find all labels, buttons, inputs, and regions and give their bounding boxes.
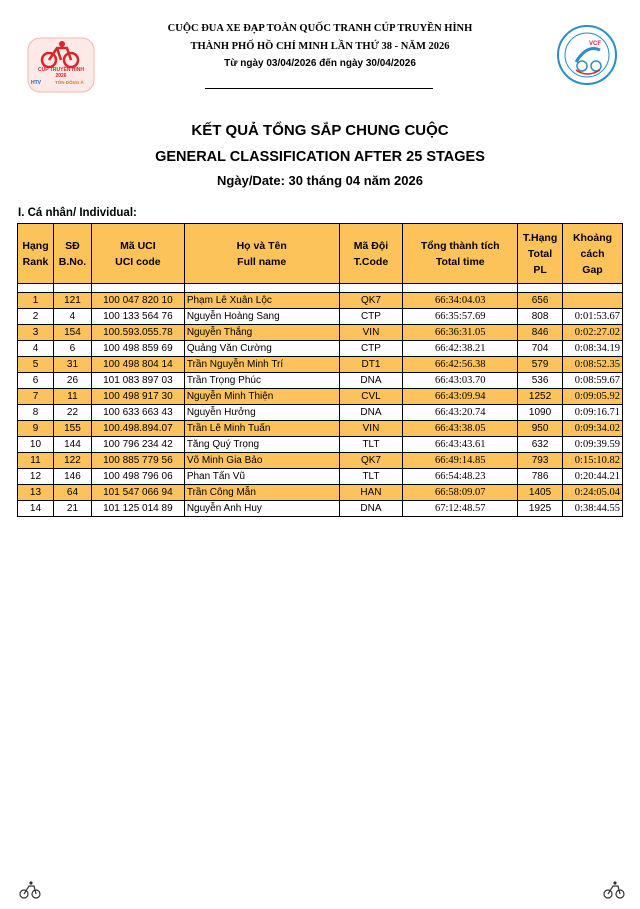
cell-pl: 786 [518,469,563,485]
cell-name: Trần Trọng Phúc [184,373,339,389]
cell-team: DNA [339,405,403,421]
cell-uci: 100 047 820 10 [91,293,184,309]
cell-gap: 0:09:34.02 [563,421,623,437]
table-row [18,485,623,501]
cell-uci: 100 133 564 76 [91,309,184,325]
cell-gap: 0:08:59.67 [563,373,623,389]
table-header-row [18,224,623,284]
cell-uci: 100 498 859 69 [91,341,184,357]
cell-pl: 950 [518,421,563,437]
cell-rank: 12 [18,469,54,485]
cell-name: Trần Lê Minh Tuấn [184,421,339,437]
table-row [18,325,623,341]
cell-bib: 31 [53,357,91,373]
table-row [18,437,623,453]
vcf-logo [556,24,618,86]
cell-time: 66:34:04.03 [403,293,518,309]
cell-gap: 0:08:52.35 [563,357,623,373]
cell-rank: 6 [18,373,54,389]
title-vi: KẾT QUẢ TỔNG SẮP CHUNG CUỘC [191,122,449,139]
cell-bib: 26 [53,373,91,389]
table-row [18,373,623,389]
cell-rank: 14 [18,501,54,517]
table-row [18,357,623,373]
table-row [18,501,623,517]
cell-uci: 100 498 917 30 [91,389,184,405]
cell-time: 66:36:31.05 [403,325,518,341]
cell-rank: 1 [18,293,54,309]
cell-rank: 9 [18,421,54,437]
cell-uci: 100 885 779 56 [91,453,184,469]
cell-uci: 100 498 804 14 [91,357,184,373]
col-name: Họ và Tên Full name [184,224,339,284]
cell-pl: 793 [518,453,563,469]
cell-gap: 0:09:39.59 [563,437,623,453]
cell-time: 67:12:48.57 [403,501,518,517]
cell-pl: 846 [518,325,563,341]
cell-bib: 144 [53,437,91,453]
section-label: I. Cá nhân/ Individual: [18,207,137,219]
cell-rank: 3 [18,325,54,341]
cell-time: 66:43:20.74 [403,405,518,421]
cell-team: TLT [339,437,403,453]
cell-gap: 0:15:10.82 [563,453,623,469]
cell-rank: 10 [18,437,54,453]
cell-rank: 13 [18,485,54,501]
cell-team: DNA [339,501,403,517]
cell-name: Phạm Lê Xuân Lộc [184,293,339,309]
cell-time: 66:54:48.23 [403,469,518,485]
cell-uci: 100.498.894.07 [91,421,184,437]
cell-pl: 632 [518,437,563,453]
cell-team: VIN [339,325,403,341]
header-spacer-row [18,284,623,293]
col-bib: SĐ B.No. [53,224,91,284]
cell-gap: 0:24:05.04 [563,485,623,501]
cell-team: QK7 [339,293,403,309]
event-title-line2: THÀNH PHỐ HỒ CHÍ MINH LẦN THỨ 38 - NĂM 2026 [190,41,450,52]
cell-pl: 1252 [518,389,563,405]
cell-bib: 154 [53,325,91,341]
table-row [18,453,623,469]
col-uci: Mã UCI UCI code [91,224,184,284]
cell-uci: 101 547 066 94 [91,485,184,501]
table-row [18,421,623,437]
cell-team: QK7 [339,453,403,469]
cell-name: Trần Nguyễn Minh Trí [184,357,339,373]
event-header [150,20,490,72]
header-divider [205,88,433,89]
cell-uci: 100 633 663 43 [91,405,184,421]
cell-name: Nguyễn Thắng [184,325,339,341]
cell-gap: 0:09:16.71 [563,405,623,421]
title-en: GENERAL CLASSIFICATION AFTER 25 STAGES [155,149,485,165]
cell-gap: 0:20:44.21 [563,469,623,485]
report-date: Ngày/Date: 30 tháng 04 năm 2026 [217,173,423,188]
table-row [18,293,623,309]
cell-rank: 7 [18,389,54,405]
col-time: Tổng thành tích Total time [403,224,518,284]
table-row [18,389,623,405]
table-row [18,405,623,421]
cell-bib: 4 [53,309,91,325]
cell-pl: 656 [518,293,563,309]
cell-name: Quảng Văn Cường [184,341,339,357]
cell-name: Võ Minh Gia Bảo [184,453,339,469]
cell-bib: 22 [53,405,91,421]
cell-pl: 808 [518,309,563,325]
col-gap: Khoảng cách Gap [563,224,623,284]
cell-pl: 1090 [518,405,563,421]
cell-time: 66:49:14.85 [403,453,518,469]
cell-name: Nguyễn Hưởng [184,405,339,421]
report-title [0,120,640,191]
cell-pl: 1925 [518,501,563,517]
event-title-line1: CUỘC ĐUA XE ĐẠP TOÀN QUỐC TRANH CÚP TRUYỀN HÌNH [167,23,473,34]
table-row [18,469,623,485]
cell-team: DT1 [339,357,403,373]
cell-uci: 101 083 897 03 [91,373,184,389]
cell-team: DNA [339,373,403,389]
cell-bib: 64 [53,485,91,501]
cell-time: 66:43:03.70 [403,373,518,389]
footer-cyclist-icon-left [18,880,42,900]
cell-team: VIN [339,421,403,437]
cell-bib: 155 [53,421,91,437]
event-dates: Từ ngày 03/04/2026 đến ngày 30/04/2026 [224,58,416,69]
cell-team: CTP [339,309,403,325]
cell-name: Phan Tấn Vũ [184,469,339,485]
cell-team: CTP [339,341,403,357]
cell-name: Nguyễn Minh Thiện [184,389,339,405]
table-row [18,309,623,325]
vcf-emblem-icon [556,24,618,86]
vcf-label: VCF [589,41,601,47]
cell-rank: 4 [18,341,54,357]
cell-gap: 0:02:27.02 [563,325,623,341]
cell-gap: 0:09:05.92 [563,389,623,405]
cell-team: CVL [339,389,403,405]
cell-gap: 0:08:34.19 [563,341,623,357]
cell-rank: 2 [18,309,54,325]
cell-time: 66:58:09.07 [403,485,518,501]
cell-gap: 0:01:53.67 [563,309,623,325]
sponsor-tdonga: TÔN ĐÔNG Á [55,80,84,85]
cell-bib: 121 [53,293,91,309]
cell-pl: 704 [518,341,563,357]
cell-name: Trần Công Mẫn [184,485,339,501]
sponsor-htv: HTV [31,80,41,86]
classification-table [17,223,623,517]
col-rank: Hạng Rank [18,224,54,284]
cup-logo [27,36,95,94]
cell-time: 66:35:57.69 [403,309,518,325]
cell-team: TLT [339,469,403,485]
cell-gap [563,293,623,309]
col-pl: T.Hạng Total PL [518,224,563,284]
cell-pl: 1405 [518,485,563,501]
logo-year: 2026 [55,73,67,79]
cell-gap: 0:38:44.55 [563,501,623,517]
cell-uci: 100.593.055.78 [91,325,184,341]
cell-bib: 122 [53,453,91,469]
cell-time: 66:43:09.94 [403,389,518,405]
table-row [18,341,623,357]
cell-bib: 6 [53,341,91,357]
cell-rank: 11 [18,453,54,469]
table-body [18,293,623,517]
cell-pl: 536 [518,373,563,389]
cell-name: Nguyễn Hoàng Sang [184,309,339,325]
cell-bib: 146 [53,469,91,485]
cell-uci: 101 125 014 89 [91,501,184,517]
cell-uci: 100 796 234 42 [91,437,184,453]
cell-pl: 579 [518,357,563,373]
cell-name: Nguyễn Anh Huy [184,501,339,517]
cell-name: Tăng Quý Trọng [184,437,339,453]
cell-time: 66:42:56.38 [403,357,518,373]
cell-time: 66:42:38.21 [403,341,518,357]
logo-caption: CÚP TRUYỀN HÌNH [37,67,85,73]
cell-uci: 100 498 796 06 [91,469,184,485]
footer-cyclist-icon-right [602,880,626,900]
col-team: Mã Đội T.Code [339,224,403,284]
cell-time: 66:43:43.61 [403,437,518,453]
cell-rank: 5 [18,357,54,373]
cell-time: 66:43:38.05 [403,421,518,437]
cell-bib: 11 [53,389,91,405]
cell-team: HAN [339,485,403,501]
cell-bib: 21 [53,501,91,517]
cell-rank: 8 [18,405,54,421]
